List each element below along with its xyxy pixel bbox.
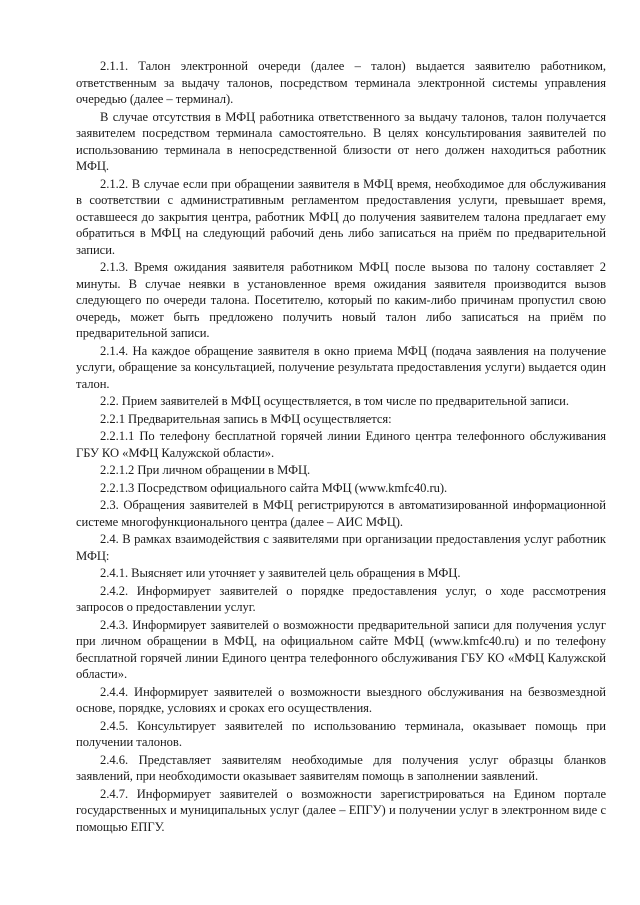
paragraph-2-4-6: 2.4.6. Представляет заявителям необходимые для получения услуг образцы бланков заявлений, при необходимости оказывает заявителям помощь в заполнении заявлений. xyxy=(76,752,606,783)
paragraph-2-1-3: 2.1.3. Время ожидания заявителя работником МФЦ после вызова по талону составляет 2 минуты. В случае неявки в установленное время ожидания заявителя производится вызов следующего по очереди талона. Посетителю, который по каким-либо причинам пропустил свою очередь, может быть предложено получить новый талон либо записаться на приём по предварительной записи. xyxy=(76,260,606,340)
paragraph-2-1-4: 2.1.4. На каждое обращение заявителя в окно приема МФЦ (подача заявления на получение услуги, обращение за консультацией, получение результата предоставления услуги) выдается один талон. xyxy=(76,343,606,391)
paragraph-2-1-1-terminal: В случае отсутствия в МФЦ работника ответственного за выдачу талонов, талон получается заявителем посредством терминала самостоятельно. В целях консультирования заявителей по использованию терминала в непосредственной близости от него должен находиться работник МФЦ. xyxy=(76,109,606,173)
paragraph-2-1-2: 2.1.2. В случае если при обращении заявителя в МФЦ время, необходимое для обслуживания в соответствии с административным регламентом предоставления услуги, превышает время, оставшееся до закрытия центра, работник МФЦ до получения заявителем талона предлагает ему обратиться в МФЦ на следующий рабочий день либо записаться на приём по предварительной записи. xyxy=(76,176,606,257)
paragraph-2-4-3: 2.4.3. Информирует заявителей о возможности предварительной записи для получения услуг при личном обращении в МФЦ, на официальном сайте МФЦ (www.kmfc40.ru) и по телефону бесплатной горячей линии Единого центра телефонного обслуживания ГБУ КО «МФЦ Калужской области». xyxy=(76,617,606,681)
paragraph-2-4: 2.4. В рамках взаимодействия с заявителями при организации предоставления услуг работник МФЦ: xyxy=(76,532,606,563)
paragraph-2-2-1-1: 2.2.1.1 По телефону бесплатной горячей линии Единого центра телефонного обслуживания ГБУ КО «МФЦ Калужской области». xyxy=(76,429,606,460)
paragraph-2-4-7: 2.4.7. Информирует заявителей о возможности зарегистрироваться на Едином портале государственных и муниципальных услуг (далее – ЕПГУ) и получении услуг в электронном виде с помощью ЕПГУ. xyxy=(76,786,606,834)
paragraph-2-2-1-3: 2.2.1.3 Посредством официального сайта МФЦ (www.kmfc40.ru). xyxy=(100,480,448,495)
paragraph-2-4-2: 2.4.2. Информирует заявителей о порядке предоставления услуг, о ходе рассмотрения запросов о предоставлении услуг. xyxy=(76,583,606,614)
paragraph-2-4-4: 2.4.4. Информирует заявителей о возможности выездного обслуживания на безвозмездной основе, порядке, условиях и сроках его осуществления. xyxy=(76,684,606,715)
paragraph-2-1-1: 2.1.1. Талон электронной очереди (далее – талон) выдается заявителю работником, ответственным за выдачу талонов, посредством терминала электронной системы управления очередью (далее – терминал). xyxy=(76,59,606,106)
paragraph-2-3: 2.3. Обращения заявителей в МФЦ регистрируются в автоматизированной информационной системе многофункционального центра (далее – АИС МФЦ). xyxy=(76,498,606,529)
paragraph-2-4-5: 2.4.5. Консультирует заявителей по использованию терминала, оказывает помощь при получении талонов. xyxy=(76,718,606,749)
paragraph-2-4-1: 2.4.1. Выясняет или уточняет у заявителей цель обращения в МФЦ. xyxy=(100,566,461,580)
paragraph-2-2-1-2: 2.2.1.2 При личном обращении в МФЦ. xyxy=(100,463,311,477)
paragraph-2-2: 2.2. Прием заявителей в МФЦ осуществляется, в том числе по предварительной записи. xyxy=(100,394,569,408)
paragraph-2-2-1: 2.2.1 Предварительная запись в МФЦ осуществляется: xyxy=(100,411,392,426)
